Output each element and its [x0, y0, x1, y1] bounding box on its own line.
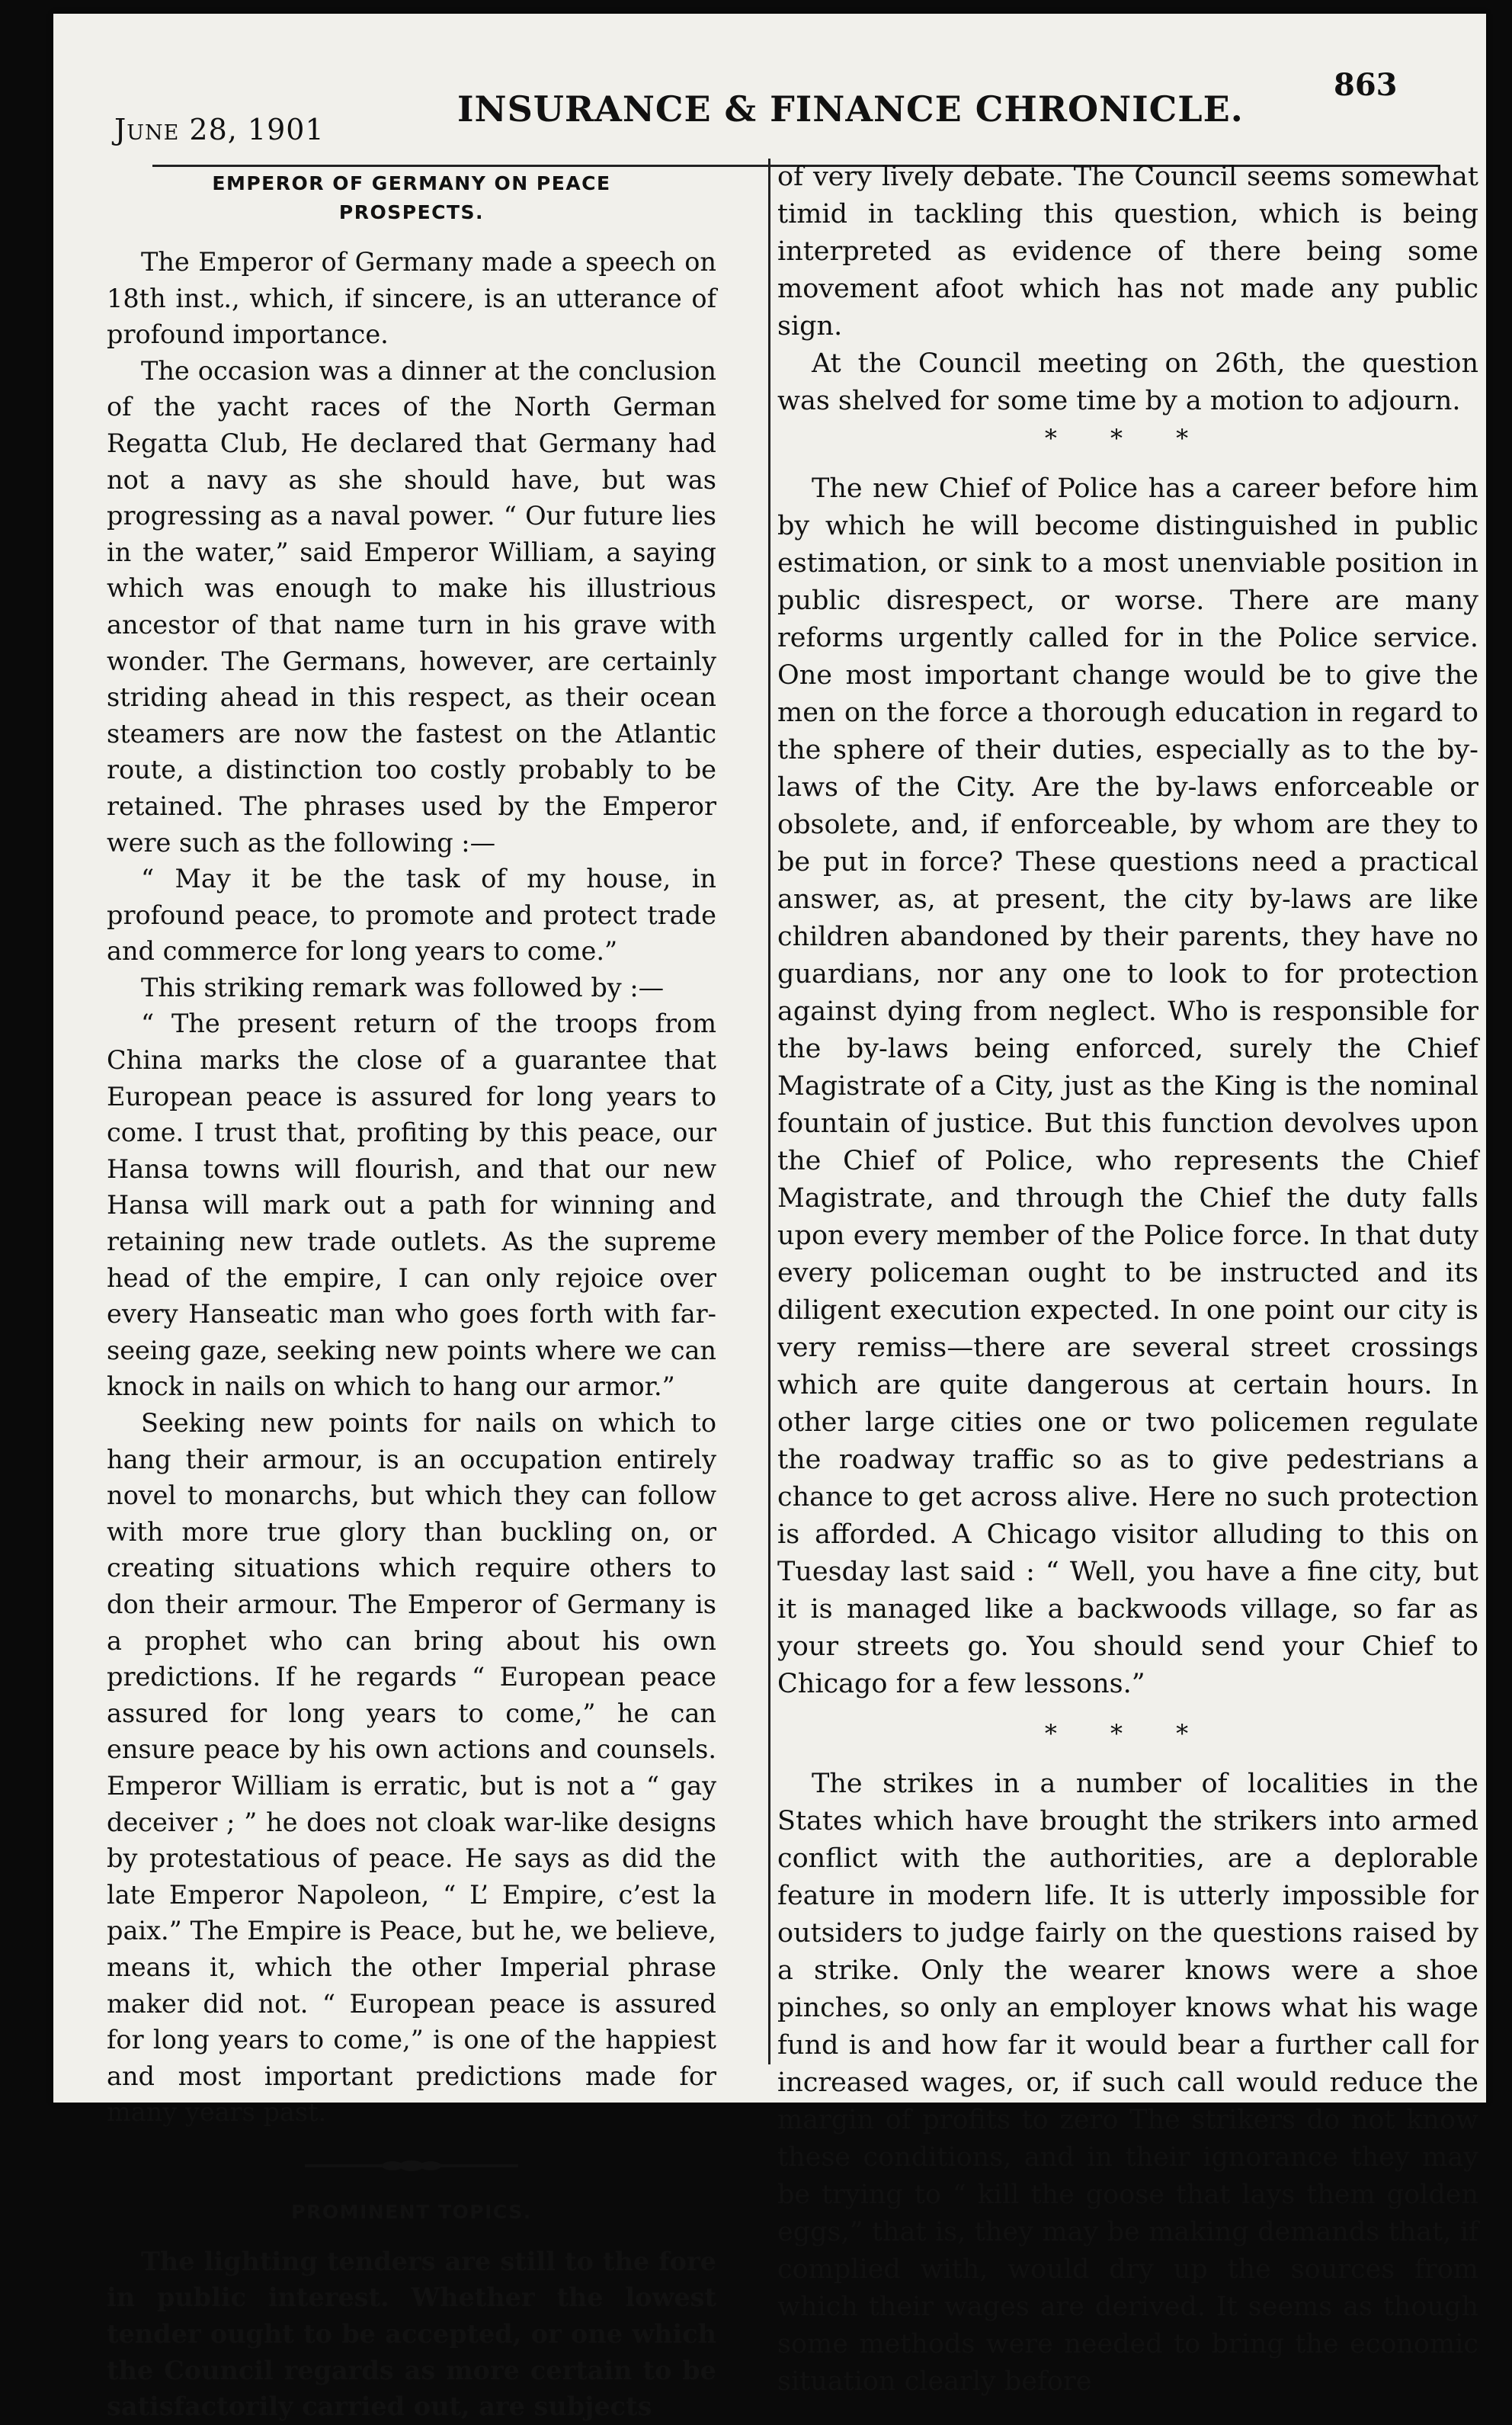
newspaper-page — [53, 14, 1486, 2422]
article-quote: “ May it be the task of my house, in profound peace, to promote and protect trade and commerce for long years to come.” — [107, 864, 716, 967]
section-ornament — [107, 2160, 716, 2172]
publication-title: INSURANCE & FINANCE CHRONICLE. — [457, 88, 1244, 130]
article-paragraph: The Emperor of Germany made a speech on 18th inst., which, if sincere, is an utterance of profound importance. — [107, 247, 716, 350]
page-header — [114, 67, 1410, 146]
article-paragraph: At the Council meeting on 26th, the question was shelved for some time by a motion to adjourn. — [777, 348, 1478, 416]
article-headline — [107, 169, 716, 227]
headline-line-2: PROSPECTS. — [338, 201, 485, 223]
article-paragraph: The strikes in a number of localities in the States which have brought the strikers into armed conflict with the authorities, are a deplorable feature in modern life. It is utterly impossible for outsiders to judge fairly on the questions raised by a strike. Only the wearer knows were a shoe pinches, so only an employer knows what his wage fund is and how far it would bear a further call for increased wages, or, if such call would reduce the margin of profits to zero The strikers do not know these conditions, and in their ignorance they may be trying to “ kill the goose that lays them golden eggs,” that is, they may be making demands that, if complied with, would dry up the sources from which their wages are derived. It seems as though some methods were needed to bring the economic situation clearly before — [777, 1769, 1478, 2397]
right-column — [777, 159, 1478, 2401]
section-separator: * * * — [1044, 1719, 1212, 1748]
headline-line-1: EMPEROR OF GERMANY ON PEACE — [212, 172, 611, 194]
article-paragraph: This striking remark was followed by :— — [141, 972, 665, 1002]
page-number: 863 — [1334, 67, 1398, 103]
article-paragraph: The occasion was a dinner at the conclusion of the yacht races of the North German Regatta Club, He declared that Germany had not a navy as she should have, but was progressing as a naval power. “ Our future lies in the water,” said Emperor William, a saying which was enough to make his illustrious ancestor of that name turn in his grave with wonder. The Germans, however, are certainly striding ahead in this respect, as their ocean steamers are now the fastest on the Atlantic route, a distinction too costly probably to be retained. The phrases used by the Emperor were such as the following :— — [107, 355, 716, 858]
section-headline: PROMINENT TOPICS. — [291, 2200, 532, 2223]
article-paragraph: The lighting tenders are still to the fore in public interest. Whether the lowest tender ought to be accepted, or one which the Council regards as more certain to be satisfactorily carried out, are subjects — [107, 2246, 716, 2422]
article-quote: “ The present return of the troops from China marks the close of a guarantee that European peace is assured for long years to come. I trust that, profiting by this peace, our Hansa towns will flourish, and that our new Hansa will mark out a path for winning and retaining new trade outlets. As the supreme head of the empire, I can only rejoice over every Hanseatic man who goes forth with far-seeing gaze, seeking new points where we can knock in nails on which to hang our armor.” — [107, 1009, 716, 1402]
ornament-rule-icon — [305, 2160, 518, 2172]
section-separator: * * * — [1044, 424, 1212, 453]
left-column — [107, 159, 716, 2425]
article-paragraph: of very lively debate. The Council seems somewhat timid in tackling this question, which is being interpreted as evidence of there being some movement afoot which has not made any public sign. — [777, 162, 1478, 342]
column-divider — [768, 159, 770, 2064]
article-paragraph: The new Chief of Police has a career before him by which he will become distinguished in public estimation, or sink to a most unenviable position in public disrespect, or worse. There are many reforms urgently called for in the Police service. One most important change would be to give the men on the force a thorough education in regard to the sphere of their duties, especially as to the by-laws of the City. Are the by-laws enforceable or obsolete, and, if enforceable, by whom are they to be put in force? These questions need a practical answer, as, at present, the city by-laws are like children abandoned by their parents, they have no guardians, nor any one to look to for protection against dying from neglect. Who is responsible for the by-laws being enforced, surely the Chief Magistrate of a City, just as the King is the nominal fountain of justice. But this function devolves upon the Chief of Police, who represents the Chief Magistrate, and through the Chief the duty falls upon every member of the Police force. In that duty every policeman ought to be instructed and its diligent execution expected. In one point our city is very remiss—there are several street crossings which are quite dangerous at certain hours. In other large cities one or two policemen regulate the roadway traffic so as to give pedestrians a chance to get across alive. Here no such protection is afforded. A Chicago visitor alluding to this on Tuesday last said : “ Well, you have a fine city, but it is managed like a backwoods village, so far as your streets go. You should send your Chief to Chicago for a few lessons.” — [777, 473, 1478, 1699]
issue-date: June 28, 1901 — [114, 113, 325, 146]
article-paragraph: Seeking new points for nails on which to hang their armour, is an occupation entirely novel to monarchs, but which they can follow with more true glory than buckling on, or creating situations which require others to don their armour. The Emperor of Germany is a prophet who can bring about his own predictions. If he regards “ European peace assured for long years to come,” he can ensure peace by his own actions and counsels. Emperor William is erratic, but is not a “ gay deceiver ; ” he does not cloak war-like designs by protestatious of peace. He says as did the late Emperor Napoleon, “ L’ Empire, c’est la paix.” The Empire is Peace, but he, we believe, means it, which the other Imperial phrase maker did not. “ European peace is assured for long years to come,” is one of the happiest and most important predictions made for many years past. — [107, 1408, 716, 2128]
